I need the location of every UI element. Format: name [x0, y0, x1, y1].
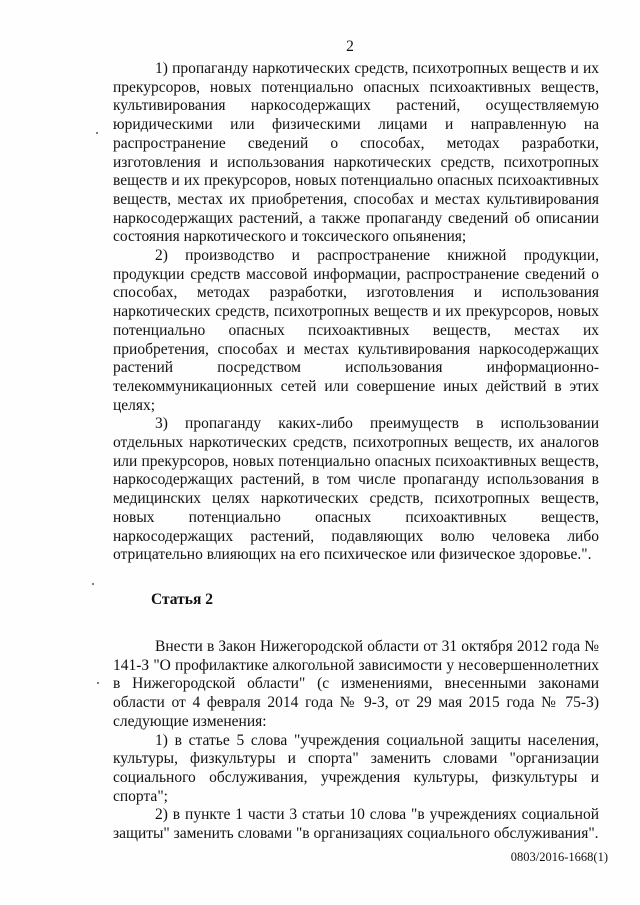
document-code: 0803/2016-1668(1) — [510, 850, 608, 864]
paragraph-item-3: 3) пропаганду каких-либо преимуществ в использовании отдельных наркотических средств, психотропных веществ, их аналогов или прекурсоров, новых потенциально опасных психоактивных веществ, наркосодержащих растений, в том числе пропаганду использования в медицинских целях наркотических средств, психотропных веществ, новых потенциально опасных психоактивных веществ, наркосодержащих растений, подавляющих волю человека либо отрицательно влияющих на его психическое или физическое здоровье.". — [113, 415, 599, 564]
paragraph-item-2: 2) производство и распространение книжной продукции, продукции средств массовой информации, распространение сведений о способах, методах разработки, изготовления и использования наркотических средств, психотропных веществ и их прекурсоров, новых потенциально опасных психоактивных веществ, местах их приобретения, способах и местах культивирования наркосодержащих растений посредством использования информационно-телекоммуникационных сетей или совершение иных действий в этих целях; — [113, 247, 599, 414]
paragraph-item-1: 1) пропаганду наркотических средств, психотропных веществ и их прекурсоров, новых потенциально опасных психоактивных веществ, культивирования наркосодержащих растений, осуществляемую юридическими или физическими лицами и направленную на распространение сведений о способах, методах разработки, изготовления и использования наркотических средств, психотропных веществ и их прекурсоров, новых потенциально опасных психоактивных веществ, местах их приобретения, способах и местах культивирования наркосодержащих растений, а также пропаганду сведений об описании состояния наркотического и токсического опьянения; — [113, 60, 599, 246]
article-paragraph-intro: Внести в Закон Нижегородской области от 31 октября 2012 года № 141-З "О профилактике алкогольной зависимости у несовершеннолетних в Нижегородской области" (с изменениями, внесенными законами области от 4 февраля 2014 года № 9-З, от 29 мая 2015 года № 75-З) следующие изменения: — [113, 637, 599, 730]
scan-speck — [97, 682, 99, 684]
document-body — [113, 60, 599, 844]
article-paragraph-change-1: 1) в статье 5 слова "учреждения социальной защиты населения, культуры, физкультуры и спорта" заменить словами "организации социального обслуживания, учреждения культуры, физкультуры и спорта"; — [113, 731, 599, 805]
page-number: 2 — [346, 38, 354, 55]
article-paragraph-change-2: 2) в пункте 1 части 3 статьи 10 слова "в учреждениях социальной защиты" заменить словами "в организациях социального обслуживания". — [113, 806, 599, 843]
scan-speck — [92, 583, 94, 585]
scan-speck — [96, 132, 98, 134]
article-heading: Статья 2 — [151, 590, 213, 608]
